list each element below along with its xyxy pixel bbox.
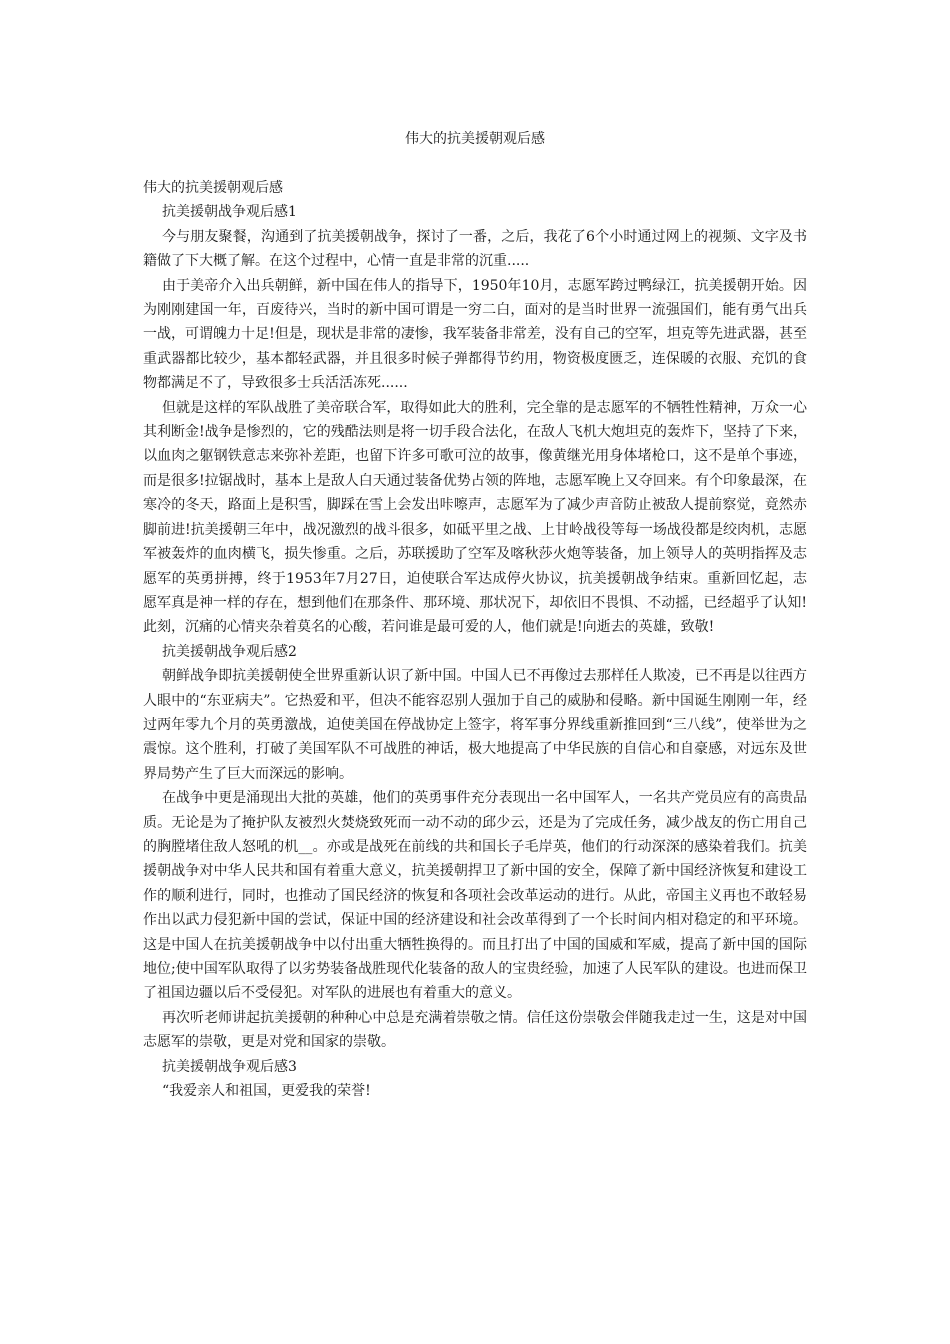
paragraph: 但就是这样的军队战胜了美帝联合军，取得如此大的胜利，完全靠的是志愿军的不牺牲性精神，万众一心其利断金!战争是惨烈的，它的残酷法则是将一切手段合法化，在敌人飞机大炮坦克的轰炸下，坚持了下来，以血肉之躯钢铁意志来弥补差距，也留下许多可歌可泣的故事，像黄继光用身体堵枪口，这不是单个事迹，而是很多!拉锯战时，基本上是敌人白天通过装备优势占领的阵地，志愿军晚上又夺回来。有个印象最深，在寒冷的冬天，路面上是积雪，脚踩在雪上会发出咔嚓声，志愿军为了减少声音防止被敌人提前察觉，竟然赤脚前进!抗美援朝三年中，战况激烈的战斗很多，如砥平里之战、上甘岭战役等每一场战役都是绞肉机，志愿军被轰炸的血肉横飞，损失惨重。之后，苏联援助了空军及喀秋莎火炮等装备，加上领导人的英明指挥及志愿军的英勇拼搏，终于1953年7月27日，迫使联合军达成停火协议，抗美援朝战争结束。重新回忆起，志愿军真是神一样的存在，想到他们在那条件、那环境、那状况下，却依旧不畏惧、不动摇，已经超乎了认知!此刻，沉痛的心情夹杂着莫名的心酸，若问谁是最可爱的人，他们就是!向逝去的英雄，致敬!: [143, 399, 807, 636]
paragraph: 在战争中更是涌现出大批的英雄，他们的英勇事件充分表现出一名中国军人，一名共产党员应有的高贵品质。无论是为了掩护队友被烈火焚烧致死而一动不动的邱少云，还是为了完成任务，减少战友的伤亡用自己的胸膛堵住敌人怒吼的机__。亦或是战死在前线的共和国长子毛岸英，他们的行动深深的感染着我们。抗美援朝战争对中华人民共和国有着重大意义，抗美援朝捍卫了新中国的安全，保障了新中国经济恢复和建设工作的顺利进行，同时，也推动了国民经济的恢复和各项社会改革运动的进行。从此，帝国主义再也不敢轻易作出以武力侵犯新中国的尝试，保证中国的经济建设和社会改革得到了一个长时间内相对稳定的和平环境。这是中国人在抗美援朝战争中以付出重大牺牲换得的。而且打出了中国的国威和军威，提高了新中国的国际地位;使中国军队取得了以劣势装备战胜现代化装备的敌人的宝贵经验，加速了人民军队的建设。也进而保卫了祖国边疆以后不受侵犯。对军队的进展也有着重大的意义。: [143, 790, 807, 1002]
section-subtitle: 抗美援朝战争观后感1: [162, 204, 297, 221]
document-heading: 伟大的抗美援朝观后感: [143, 180, 283, 196]
paragraph: “我爱亲人和祖国，更爱我的荣誉!: [162, 1083, 371, 1100]
paragraph: 由于美帝介入出兵朝鲜，新中国在伟人的指导下，1950年10月，志愿军跨过鸭绿江，抗美援朝开始。因为刚刚建国一年，百废待兴，当时的新中国可谓是一穷二白，面对的是当时世界一流强国们，能有勇气出兵一战，可谓魄力十足!但是，现状是非常的凄惨，我军装备非常差，没有自己的空军，坦克等先进武器，甚至重武器都比较少，基本都轻武器，并且很多时候子弹都得节约用，物资极度匮乏，连保暖的衣服、充饥的食物都满足不了，导致很多士兵活活冻死......: [143, 277, 807, 392]
document-body: [143, 176, 807, 1103]
paragraph: 再次听老师讲起抗美援朝的种种心中总是充满着崇敬之情。信任这份崇敬会伴随我走过一生，这是对中国志愿军的崇敬，更是对党和国家的崇敬。: [143, 1009, 807, 1051]
page-title: 伟大的抗美援朝观后感: [405, 131, 545, 147]
section-subtitle: 抗美援朝战争观后感3: [162, 1058, 297, 1075]
paragraph: 朝鲜战争即抗美援朝使全世界重新认识了新中国。中国人已不再像过去那样任人欺凌，已不再是以往西方人眼中的“东亚病夫”。它热爱和平，但决不能容忍别人强加于自己的威胁和侵略。新中国诞生刚刚一年，经过两年零九个月的英勇激战，迫使美国在停战协定上签字，将军事分界线重新推回到“三八线”，使举世为之震惊。这个胜利，打破了美国军队不可战胜的神话，极大地提高了中华民族的自信心和自豪感，对远东及世界局势产生了巨大而深远的影响。: [143, 668, 807, 782]
paragraph: 今与朋友聚餐，沟通到了抗美援朝战争，探讨了一番，之后，我花了6个小时通过网上的视频、文字及书籍做了下大概了解。在这个过程中，心情一直是非常的沉重.....: [143, 228, 807, 270]
section-subtitle: 抗美援朝战争观后感2: [162, 643, 297, 660]
